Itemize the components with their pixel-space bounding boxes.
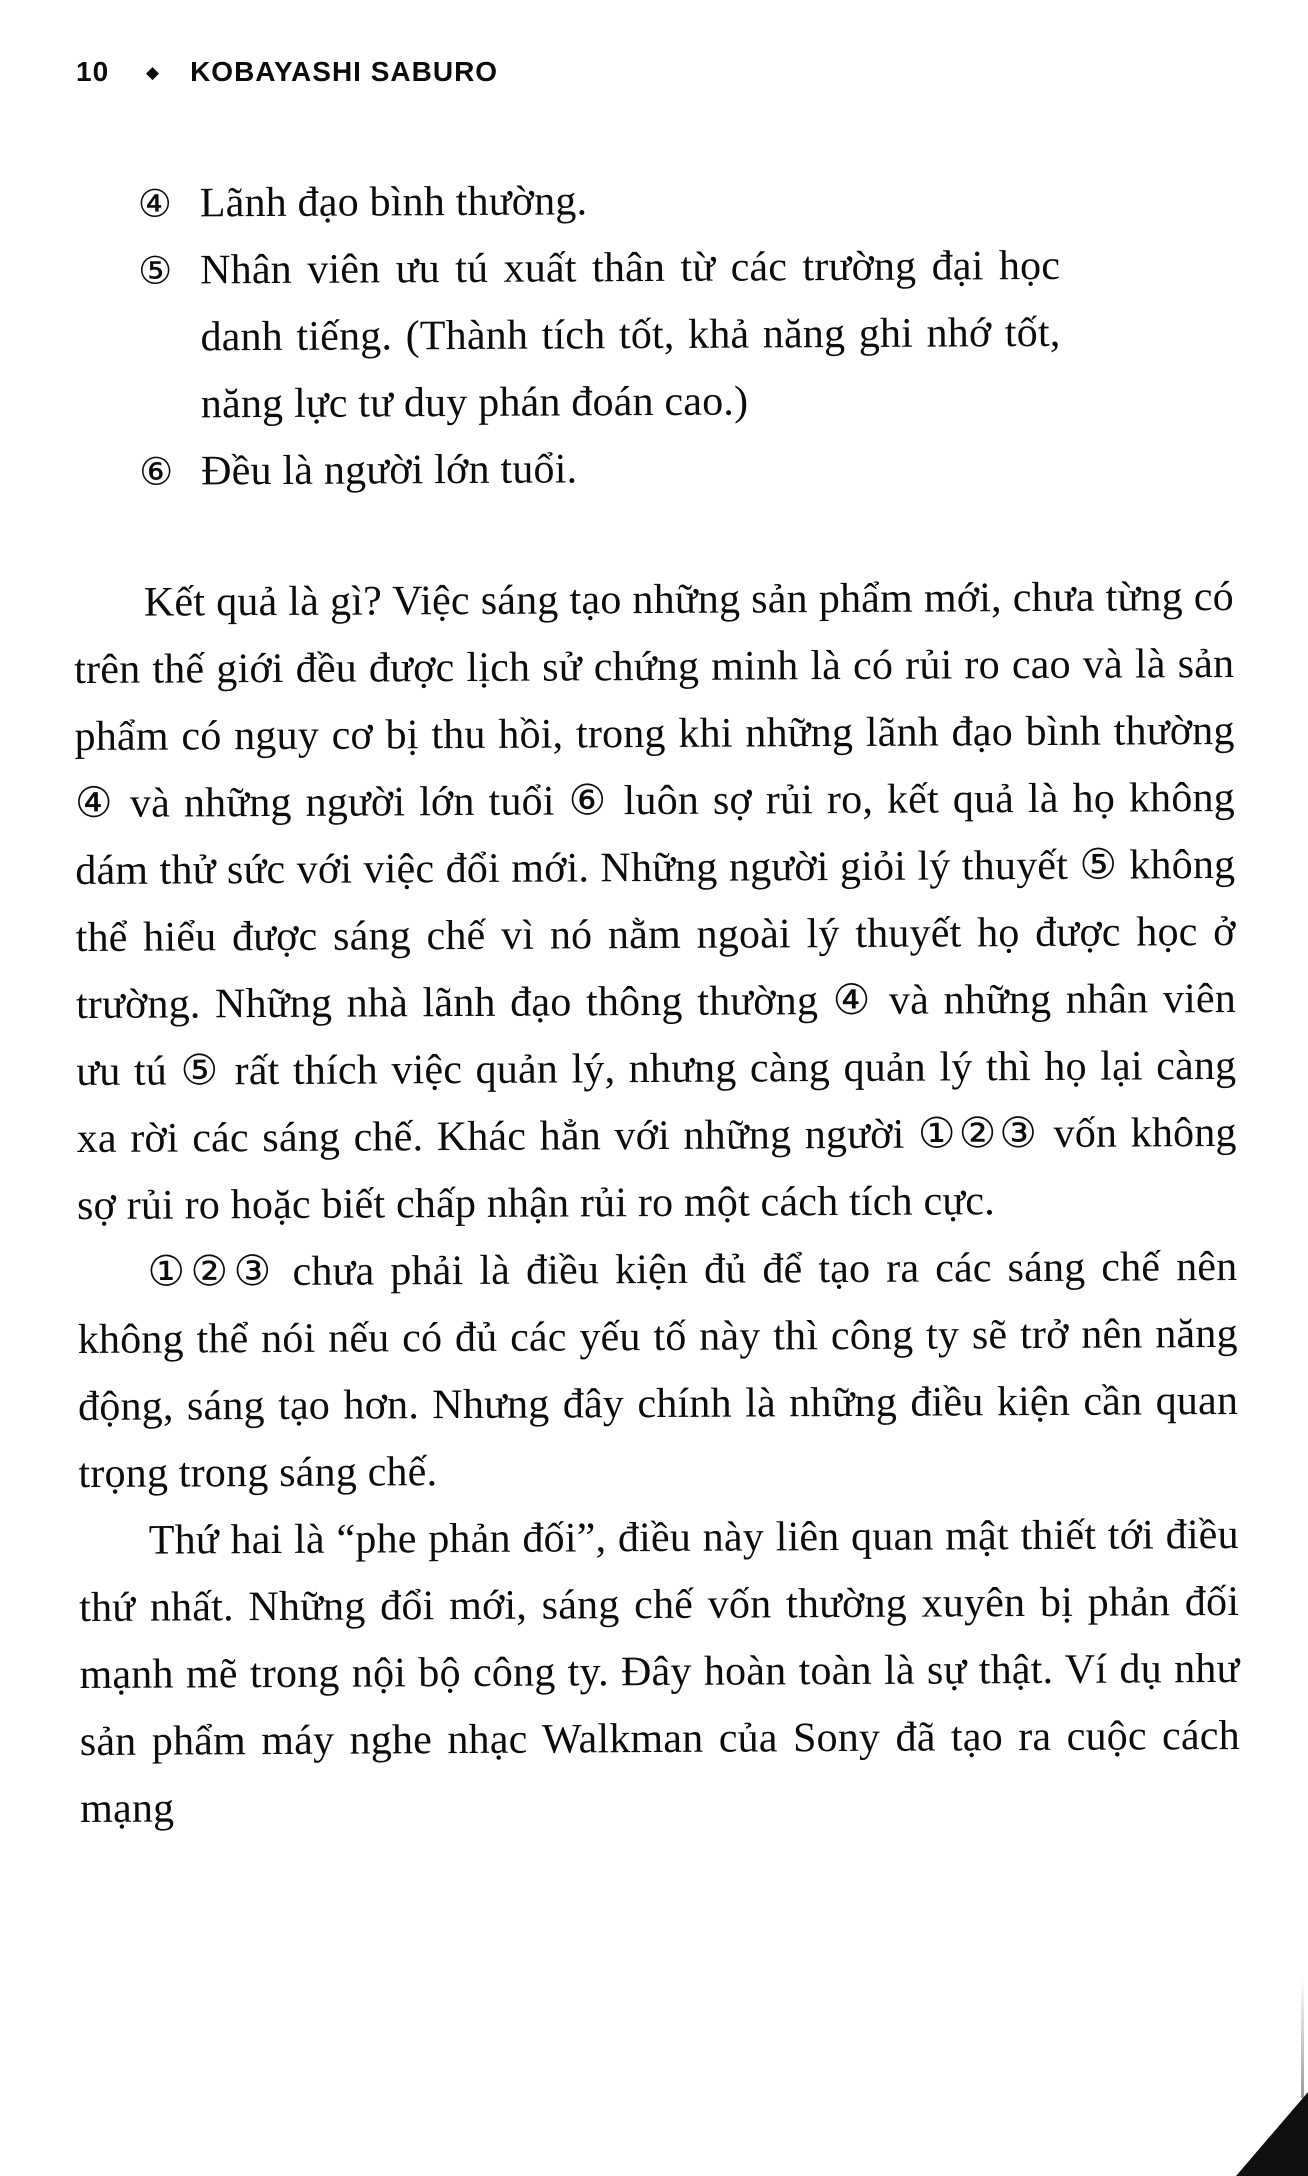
body-text [74, 564, 1241, 1843]
circled-number-4-marker: ④ [137, 181, 173, 226]
page-curl-corner [1236, 2092, 1308, 2176]
list-item-text: Đều là người lớn tuổi. [201, 446, 578, 495]
paragraph: ①②③ chưa phải là điều kiện đủ để tạo ra các sáng chế nên không thể nói nếu có đủ các yếu tố này thì công ty sẽ trở nên năng động, sáng tạo hơn. Nhưng đây chính là những điều kiện cần quan trọng trong sáng chế. [77, 1243, 1239, 1498]
circled-number-5-marker: ⑤ [138, 248, 173, 293]
page-number: 10 [76, 56, 110, 87]
diamond-separator-icon: ◆ [146, 63, 161, 82]
list-item-text: Nhân viên ưu tú xuất thân từ các trường đại học danh tiếng. (Thành tích tốt, khả năng ghi nhớ tốt, năng lực tư duy phán đoán cao.) [200, 242, 1061, 428]
list-item [138, 166, 1060, 238]
list-item [138, 233, 1061, 439]
running-head-title: KOBAYASHI SABURO [190, 56, 499, 87]
circled-number-6-marker: ⑥ [139, 449, 174, 494]
paragraph: Thứ hai là “phe phản đối”, điều này liên quan mật thiết tới điều thứ nhất. Những đổi mới, sáng chế vốn thường xuyên bị phản đối mạnh mẽ trong nội bộ công ty. Đây hoàn toàn là sự thật. Ví dụ như sản phẩm máy nghe nhạc Walkman của Sony đã tạo ra cuộc cách mạng [79, 1511, 1240, 1833]
list-item [139, 434, 1061, 506]
running-header [76, 56, 498, 88]
page-content [72, 165, 1241, 1843]
paragraph: Kết quả là gì? Việc sáng tạo những sản phẩm mới, chưa từng có trên thế giới đều được lịch sử chứng minh là có rủi ro cao và là sản phẩm có nguy cơ bị thu hồi, trong khi những lãnh đạo bình thường ④ và những người lớn tuổi ⑥ luôn sợ rủi ro, kết quả là họ không dám thử sức với việc đổi mới. Những người giỏi lý thuyết ⑤ không thể hiểu được sáng chế vì nó nằm ngoài lý thuyết họ được học ở trường. Những nhà lãnh đạo thông thường ④ và những nhân viên ưu tú ⑤ rất thích việc quản lý, nhưng càng quản lý thì họ lại càng xa rời các sáng chế. Khác hẳn với những người ①②③ vốn không sợ rủi ro hoặc biết chấp nhận rủi ro một cách tích cực. [74, 573, 1237, 1230]
list-item-text: Lãnh đạo bình thường. [199, 178, 588, 227]
page-edge-shadow [1301, 1978, 1304, 2098]
numbered-list [138, 166, 1062, 506]
